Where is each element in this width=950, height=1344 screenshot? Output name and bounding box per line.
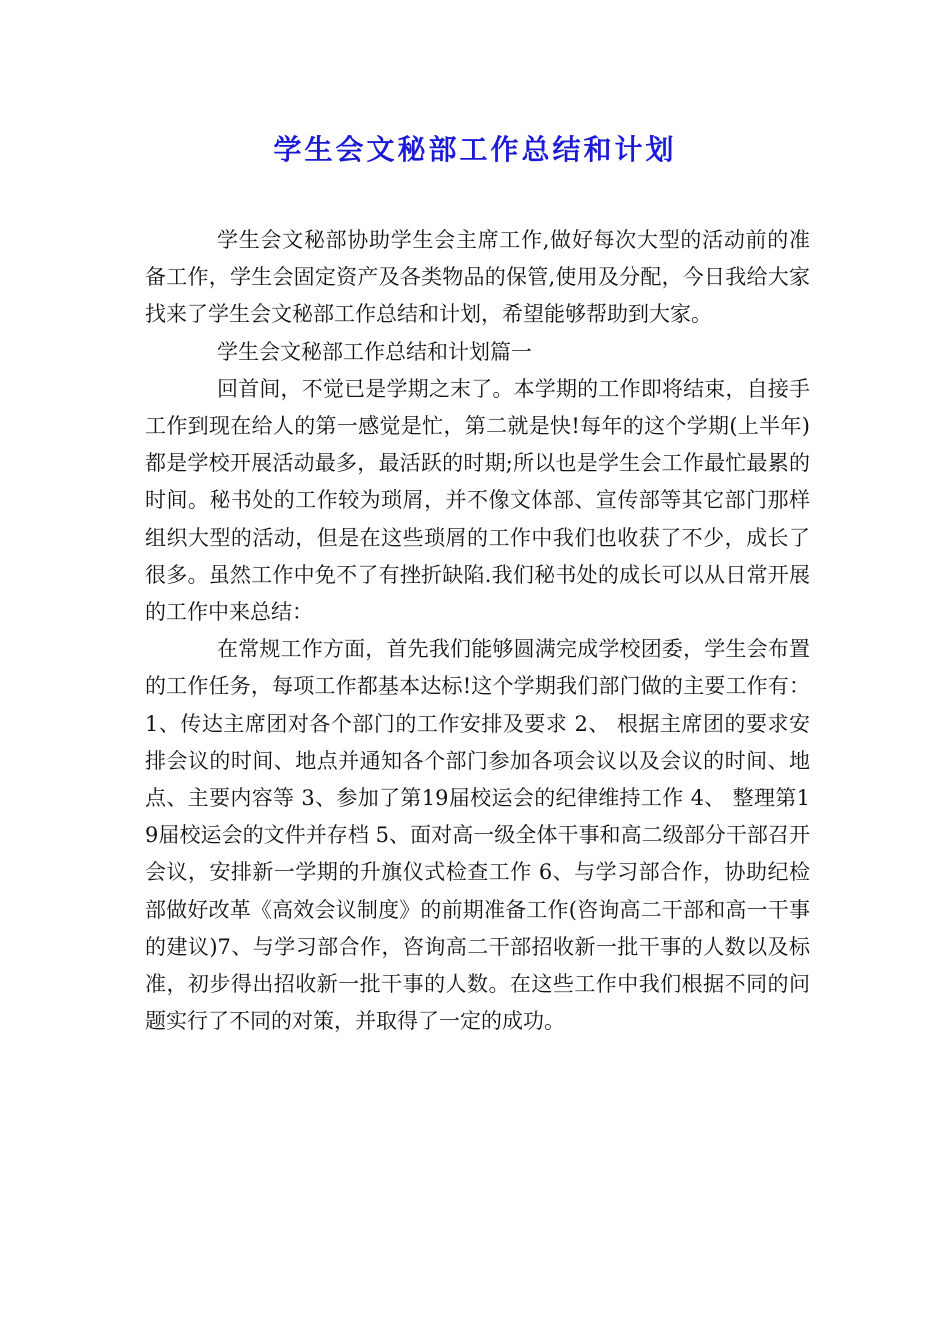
- intro-paragraph: 学生会文秘部协助学生会主席工作,做好每次大型的活动前的准备工作，学生会固定资产及各类物品的保管,使用及分配，今日我给大家找来了学生会文秘部工作总结和计划，希望能够帮助到大家。: [145, 228, 810, 327]
- section-heading: 学生会文秘部工作总结和计划篇一: [217, 339, 532, 364]
- body-paragraph: 回首间，不觉已是学期之末了。本学期的工作即将结束，自接手工作到现在给人的第一感觉是忙，第二就是快!每年的这个学期(上半年)都是学校开展活动最多，最活跃的时期;所以也是学生会工作最忙最累的时间。秘书处的工作较为琐屑，并不像文体部、宣传部等其它部门那样组织大型的活动，但是在这些琐屑的工作中我们也收获了不少，成长了很多。虽然工作中免不了有挫折缺陷.我们秘书处的成长可以从日常开展的工作中来总结：: [145, 376, 810, 625]
- document-title: 学生会文秘部工作总结和计划: [273, 133, 677, 166]
- body-paragraph: 在常规工作方面，首先我们能够圆满完成学校团委，学生会布置的工作任务，每项工作都基本达标!这个学期我们部门做的主要工作有：1、传达主席团对各个部门的工作安排及要求 2、 根据主席团的要求安排会议的时间、地点并通知各个部门参加各项会议以及会议的时间、地点、主要内容等 3、参加了第19届校运会的纪律维持工作 4、 整理第19届校运会的文件并存档 5、面对高一级全体干事和高二级部分干部召开会议，安排新一学期的升旗仪式检查工作 6、与学习部合作，协助纪检部做好改革《高效会议制度》的前期准备工作(咨询高二干部和高一干事的建议)7、与学习部合作，咨询高二干部招收新一批干事的人数以及标准，初步得出招收新一批干事的人数。在这些工作中我们根据不同的问题实行了不同的对策，并取得了一定的成功。: [145, 637, 810, 1034]
- document-body: [145, 222, 810, 1040]
